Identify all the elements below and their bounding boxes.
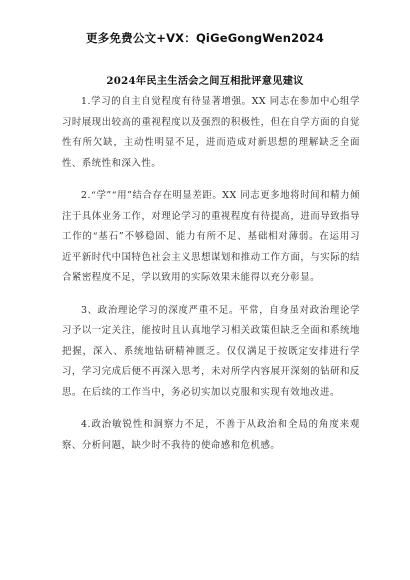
paragraph-3: 3、政治理论学习的深度严重不足。平常，自身虽对政治理论学习予以一定关注，能按时且认真地学习相关政策但缺乏全面和系统地把握，深入、系统地钻研精神匮乏。仅仅满足于按既定安排进行学习，学习完成后便不再深入思考，未对所学内容展开深刻的钻研和反思。在后续的工作当中，务必切实加以克服和实现有效地改进。 [62, 304, 360, 398]
document-title: 2024年民主生活会之间互相批评意见建议 [106, 75, 304, 87]
paragraph-1: 1.学习的自主自觉程度有待显著增强。XX 同志在参加中心组学习时展现出较高的重视程度以及强烈的积极性，但在自学方面的自觉性有所欠缺，主动性明显不足，进而造成对新思想的理解缺乏全面性、系统性和深入性。 [62, 96, 360, 169]
document-body [62, 92, 360, 468]
promo-header: 更多免费公文+VX：QiGeGongWen2024 [86, 31, 324, 45]
paragraph-4: 4.政治敏锐性和洞察力不足，不善于从政治和全局的角度来观察、分析问题，缺少时不我待的使命感和危机感。 [62, 419, 360, 451]
paragraph-2: 2.“学”“用”结合存在明显差距。XX 同志更多地将时间和精力倾注于具体业务工作，对理论学习的重视程度有待提高，进而导致指导工作的“基石”不够稳固、能力有所不足、基础相对薄弱。在运用习近平新时代中国特色社会主义思想谋划和推动工作方面，与实际的结合紧密程度不足，学以致用的实际效果未能得以充分彰显。 [62, 190, 360, 283]
